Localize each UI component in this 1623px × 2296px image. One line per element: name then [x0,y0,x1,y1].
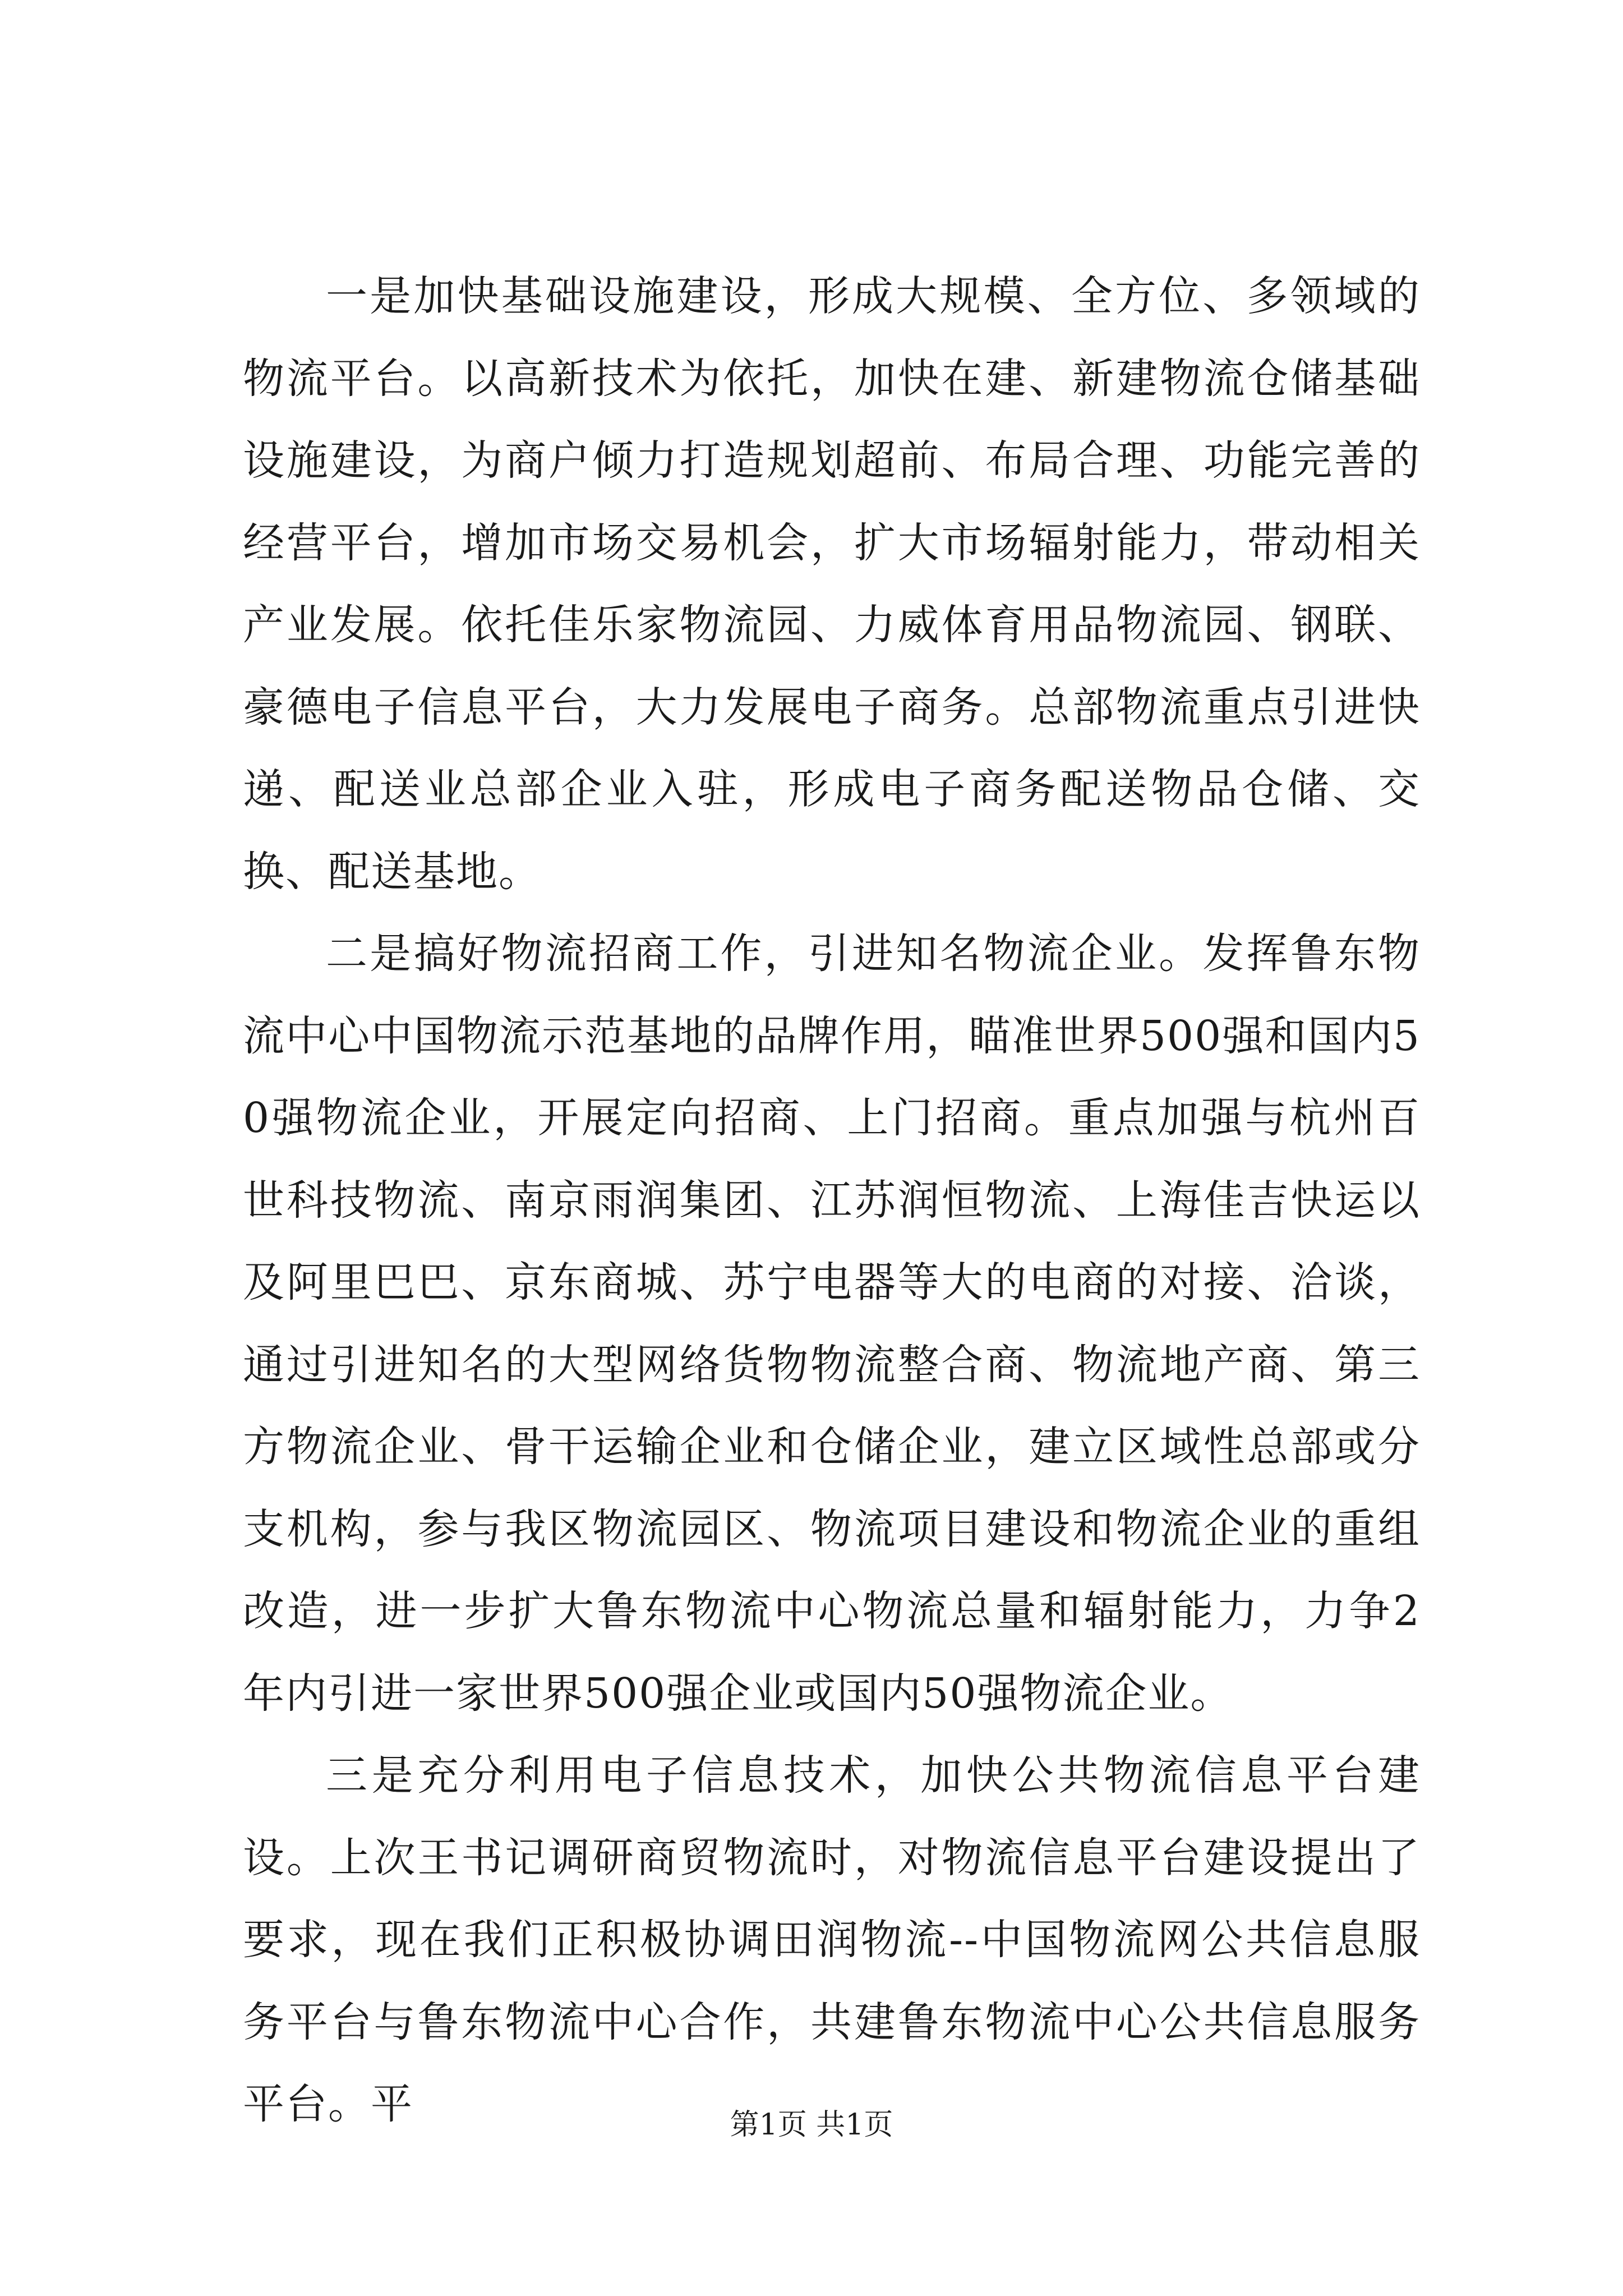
document-body [243,255,1421,2146]
paragraph-2: 二是搞好物流招商工作，引进知名物流企业。发挥鲁东物流中心中国物流示范基地的品牌作用，瞄准世界500强和国内50强物流企业，开展定向招商、上门招商。重点加强与杭州百世科技物流、南京雨润集团、江苏润恒物流、上海佳吉快运以及阿里巴巴、京东商城、苏宁电器等大的电商的对接、洽谈，通过引进知名的大型网络货物物流整合商、物流地产商、第三方物流企业、骨干运输企业和仓储企业，建立区域性总部或分支机构，参与我区物流园区、物流项目建设和物流企业的重组改造，进一步扩大鲁东物流中心物流总量和辐射能力，力争2年内引进一家世界500强企业或国内50强物流企业。 [243,930,1421,1718]
paragraph-1: 一是加快基础设施建设，形成大规模、全方位、多领域的物流平台。以高新技术为依托，加快在建、新建物流仓储基础设施建设，为商户倾力打造规划超前、布局合理、功能完善的经营平台，增加市场交易机会，扩大市场辐射能力，带动相关产业发展。依托佳乐家物流园、力威体育用品物流园、钢联、豪德电子信息平台，大力发展电子商务。总部物流重点引进快递、配送业总部企业入驻，形成电子商务配送物品仓储、交换、配送基地。 [243,272,1421,896]
paragraph-3: 三是充分利用电子信息技术，加快公共物流信息平台建设。上次王书记调研商贸物流时，对物流信息平台建设提出了要求，现在我们正积极协调田润物流--中国物流网公共信息服务平台与鲁东物流中心合作，共建鲁东物流中心公共信息服务平台。平 [243,1751,1421,2128]
page-footer: 第1页 共1页 [730,2108,893,2142]
